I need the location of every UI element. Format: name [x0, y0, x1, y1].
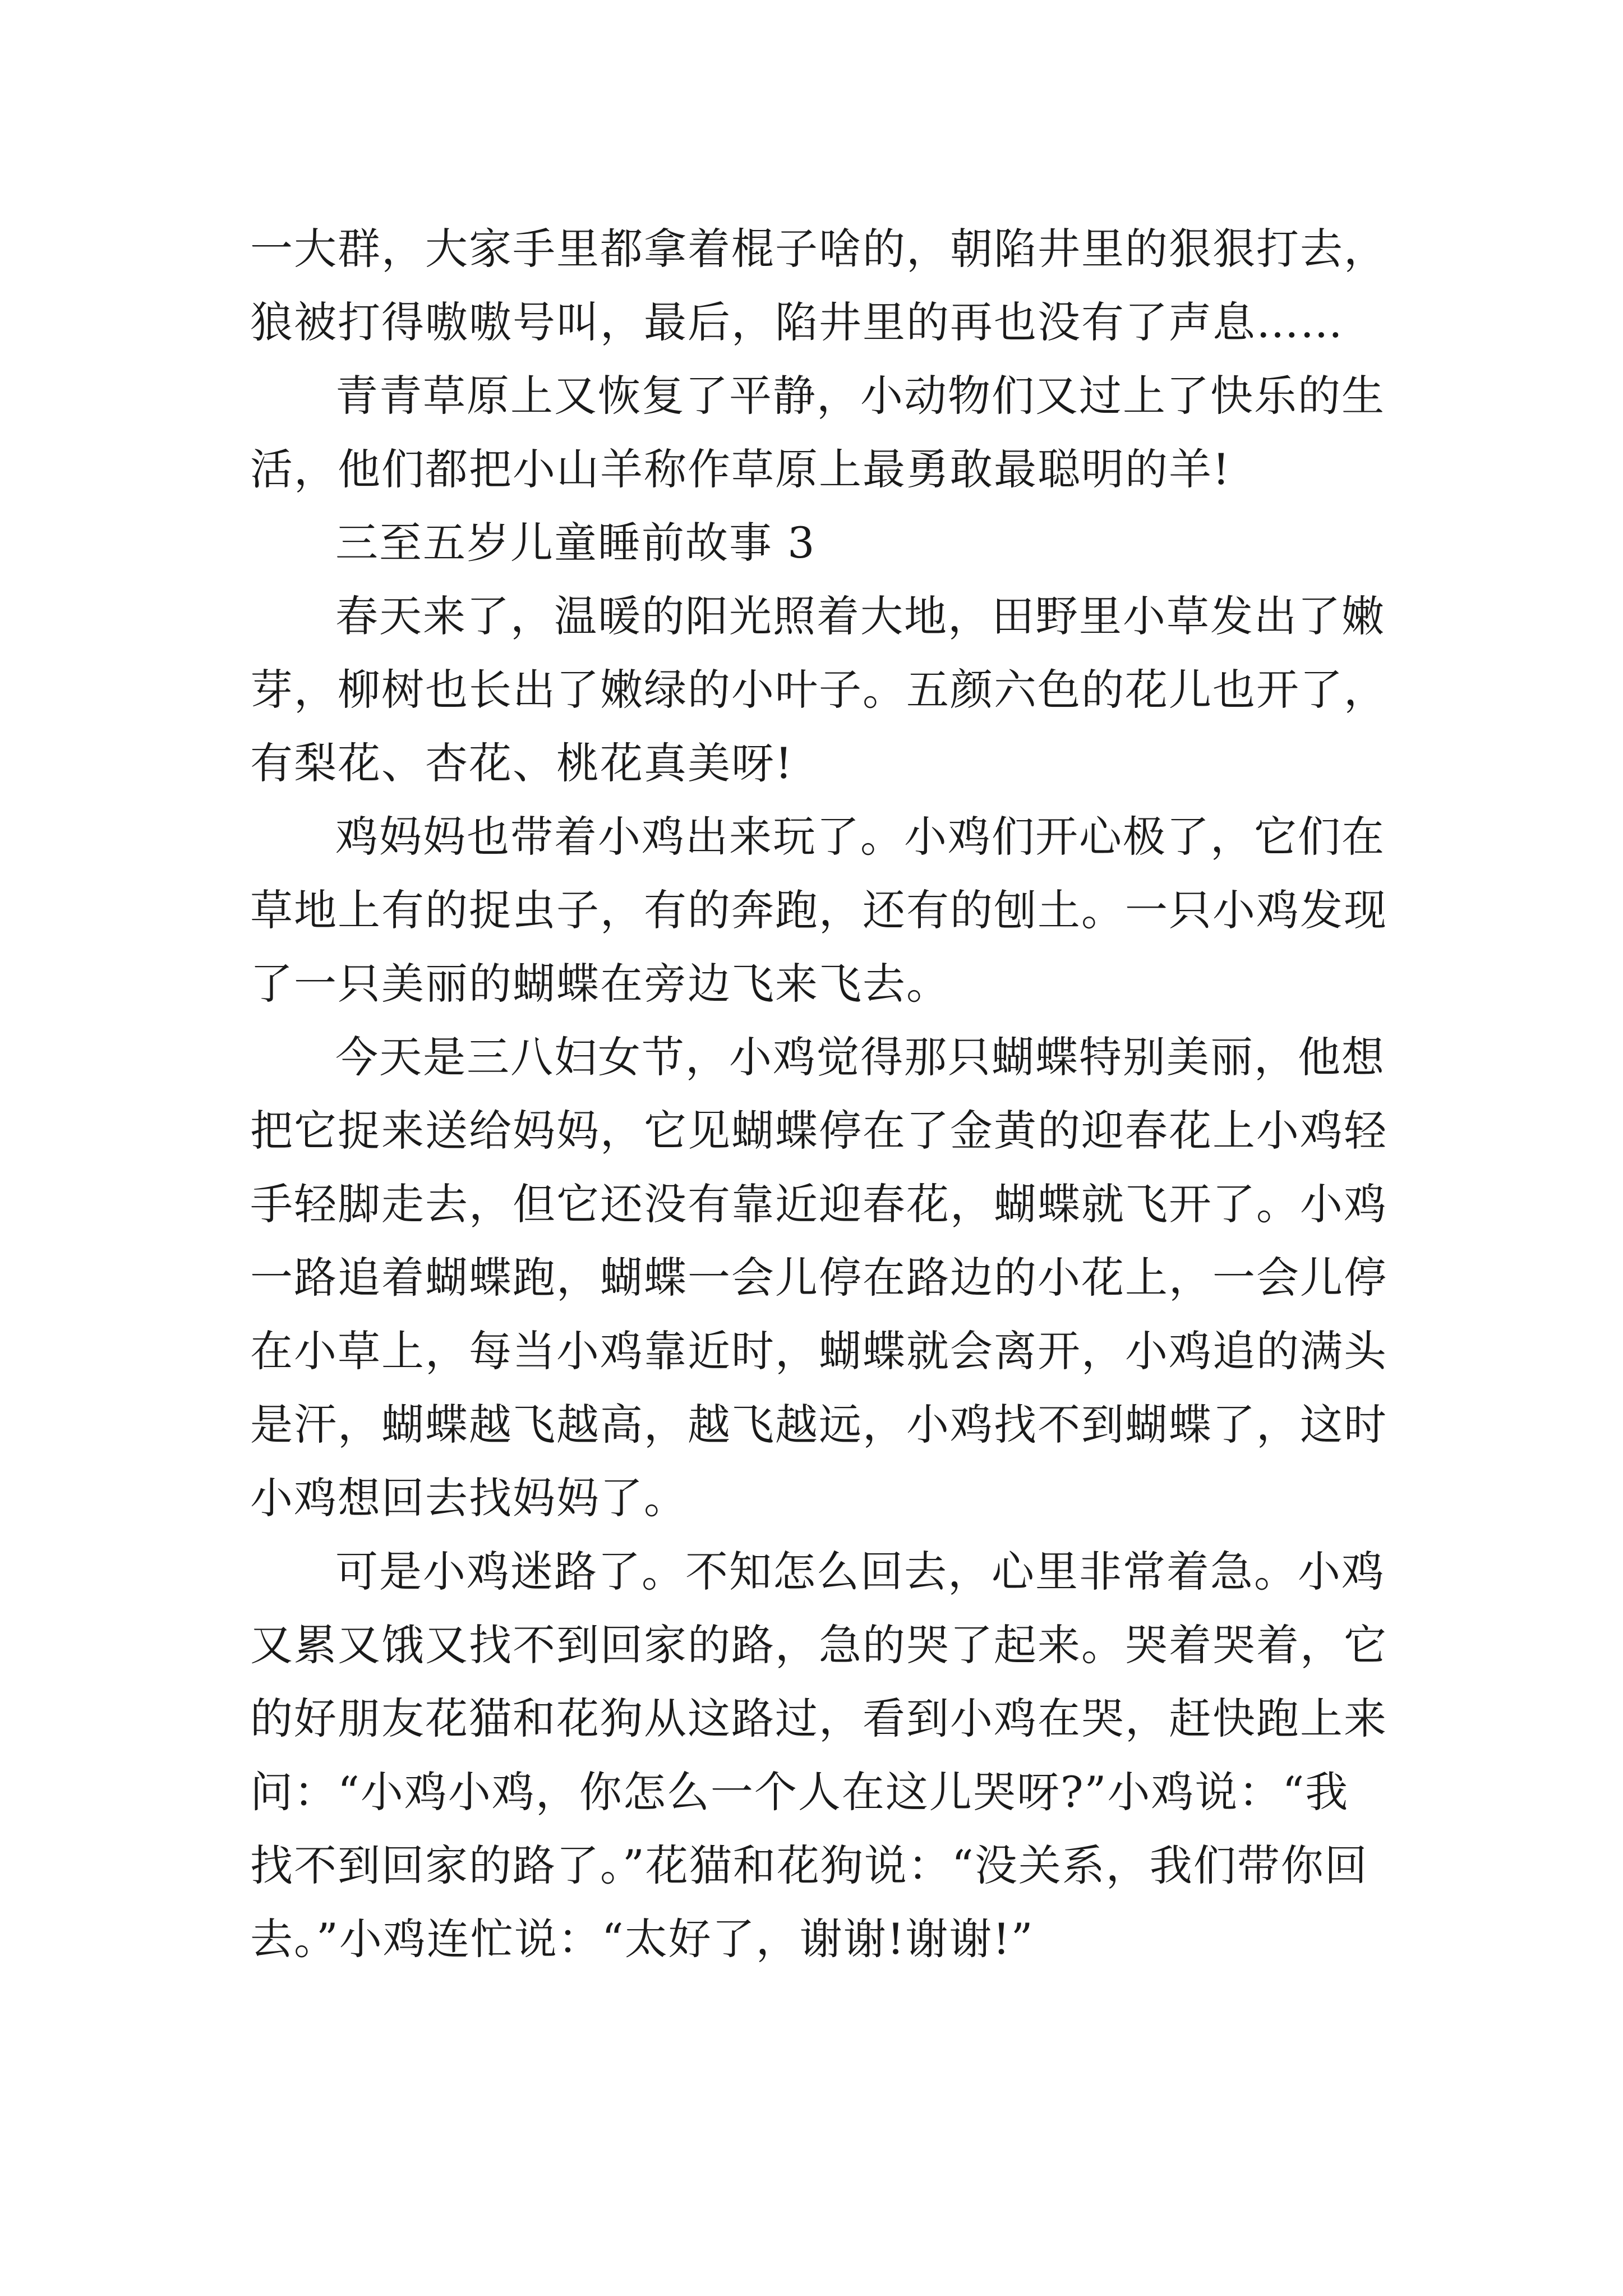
paragraph-3	[250, 579, 1405, 800]
text-line: 的好朋友花猫和花狗从这路过，看到小鸡在哭，赶快跑上来	[250, 1694, 1387, 1743]
text-line: 手轻脚走去，但它还没有靠近迎春花，蝴蝶就飞开了。小鸡	[250, 1179, 1387, 1229]
paragraph-2	[250, 359, 1405, 506]
text-line: 可是小鸡迷路了。不知怎么回去，心里非常着急。小鸡	[335, 1547, 1385, 1596]
text-line: 去。”小鸡连忙说：“太好了，谢谢!谢谢!”	[250, 1914, 1034, 1964]
text-line: 活，他们都把小山羊称作草原上最勇敢最聪明的羊!	[250, 444, 1231, 494]
text-line: 在小草上，每当小鸡靠近时，蝴蝶就会离开，小鸡追的满头	[250, 1326, 1387, 1376]
text-line: 春天来了，温暖的阳光照着大地，田野里小草发出了嫩	[335, 591, 1385, 641]
text-line: 了一只美丽的蝴蝶在旁边飞来飞去。	[250, 959, 950, 1009]
text-line: 是汗，蝴蝶越飞越高，越飞越远，小鸡找不到蝴蝶了，这时	[250, 1400, 1387, 1450]
text-line: 小鸡想回去找妈妈了。	[250, 1473, 688, 1523]
text-line: 一大群，大家手里都拿着棍子啥的，朝陷井里的狠狠打去，	[250, 224, 1387, 274]
text-line: 又累又饿又找不到回家的路，急的哭了起来。哭着哭着，它	[250, 1620, 1387, 1670]
story-title: 三至五岁儿童睡前故事 3	[335, 518, 816, 568]
text-line: 鸡妈妈也带着小鸡出来玩了。小鸡们开心极了，它们在	[335, 812, 1385, 862]
text-line: 一路追着蝴蝶跑，蝴蝶一会儿停在路边的小花上，一会儿停	[250, 1253, 1387, 1303]
text-line: 把它捉来送给妈妈，它见蝴蝶停在了金黄的迎春花上小鸡轻	[250, 1106, 1387, 1156]
text-line: 今天是三八妇女节，小鸡觉得那只蝴蝶特别美丽，他想	[335, 1032, 1385, 1082]
paragraph-5	[250, 1020, 1405, 1535]
text-line: 芽，柳树也长出了嫩绿的小叶子。五颜六色的花儿也开了，	[250, 665, 1387, 715]
section-heading	[250, 506, 1405, 579]
paragraph-4	[250, 800, 1405, 1020]
document-body	[250, 212, 1405, 1976]
text-line: 找不到回家的路了。”花猫和花狗说：“没关系，我们带你回	[250, 1841, 1368, 1890]
text-line: 问：“小鸡小鸡，你怎么一个人在这儿哭呀?”小鸡说：“我	[250, 1767, 1349, 1817]
text-line: 草地上有的捉虫子，有的奔跑，还有的刨土。一只小鸡发现	[250, 885, 1387, 935]
text-line: 有梨花、杏花、桃花真美呀!	[250, 738, 794, 788]
paragraph-6	[250, 1535, 1405, 1976]
text-line: 青青草原上又恢复了平静，小动物们又过上了快乐的生	[335, 371, 1385, 421]
text-line: 狼被打得嗷嗷号叫，最后，陷井里的再也没有了声息……	[250, 297, 1344, 347]
paragraph-1	[250, 212, 1405, 359]
